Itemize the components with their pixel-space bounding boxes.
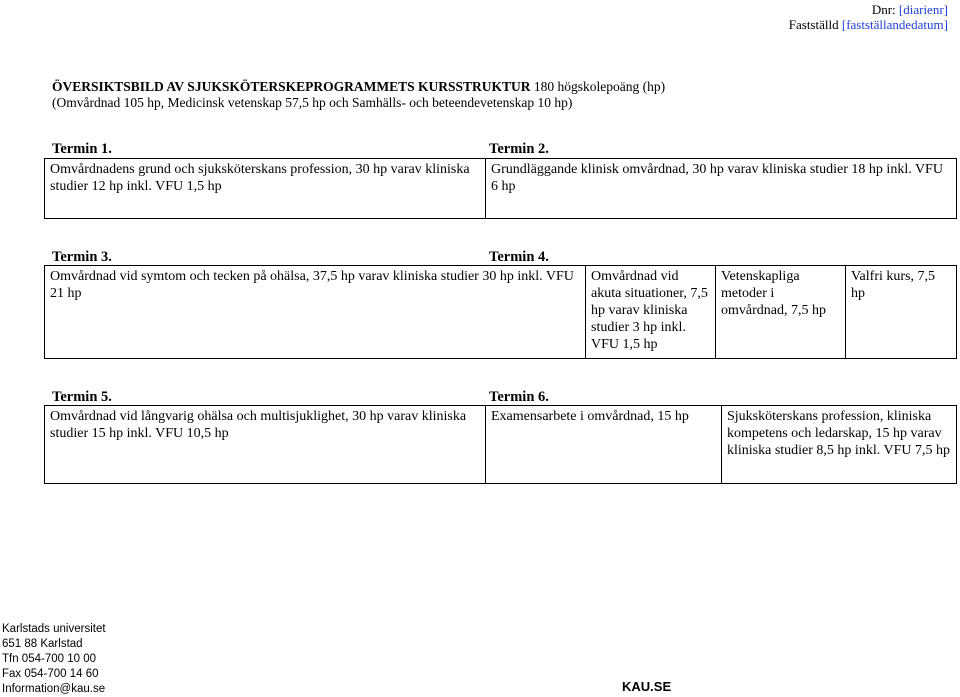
row-terms-5-6 <box>44 405 957 484</box>
footer-email: Information@kau.se <box>2 683 106 695</box>
footer-line: Fax 054-700 14 60 <box>2 668 99 680</box>
course-term-6-profession: Sjuksköterskans profession, kliniska kompetens och ledarskap, 15 hp varav kliniska studier 8,5 hp inkl. VFU 7,5 hp <box>721 406 956 483</box>
course-term-4-acute: Omvårdnad vid akuta situationer, 7,5 hp varav kliniska studier 3 hp inkl. VFU 1,5 hp <box>585 266 715 358</box>
row-terms-1-2 <box>44 158 957 219</box>
overview-subtitle: (Omvårdnad 105 hp, Medicinsk vetenskap 57,5 hp och Samhälls- och beteendevetenskap 10 hp) <box>52 95 573 110</box>
footer-address <box>2 622 106 697</box>
term-1-label: Termin 1. <box>52 141 112 157</box>
dnr-label: Dnr: <box>871 2 899 17</box>
established-label: Fastställd <box>788 17 842 32</box>
course-term-1: Omvårdnadens grund och sjuksköterskans profession, 30 hp varav kliniska studier 12 hp inkl. VFU 1,5 hp <box>50 162 470 194</box>
course-term-4-elective: Valfri kurs, 7,5 hp <box>845 266 956 358</box>
term-5-label: Termin 5. <box>52 389 112 405</box>
term-2-label: Termin 2. <box>489 141 549 157</box>
footer-website: KAU.SE <box>622 679 672 694</box>
term-4-label: Termin 4. <box>489 249 549 265</box>
overview-title <box>52 79 665 95</box>
overview-title-bold: ÖVERSIKTSBILD AV SJUKSKÖTERSKEPROGRAMMETS KURSSTRUKTUR <box>52 79 531 94</box>
footer-line: Tfn 054-700 10 00 <box>2 653 96 665</box>
dnr-line <box>872 2 948 18</box>
course-term-3: Omvårdnad vid symtom och tecken på ohälsa, 37,5 hp varav kliniska studier 30 hp inkl. VFU 21 hp <box>50 269 574 301</box>
course-term-4-methods: Vetenskapliga metoder i omvårdnad, 7,5 hp <box>715 266 845 358</box>
overview-title-rest: 180 högskolepoäng (hp) <box>530 79 666 94</box>
row-terms-3-4 <box>44 265 957 359</box>
course-term-5: Omvårdnad vid långvarig ohälsa och multisjuklighet, 30 hp varav kliniska studier 15 hp inkl. VFU 10,5 hp <box>50 409 467 441</box>
footer-line: 651 88 Karlstad <box>2 638 83 650</box>
term-3-label: Termin 3. <box>52 249 112 265</box>
course-term-6-thesis: Examensarbete i omvårdnad, 15 hp <box>485 406 721 483</box>
established-line <box>789 17 948 33</box>
course-term-2: Grundläggande klinisk omvårdnad, 30 hp varav kliniska studier 18 hp inkl. VFU 6 hp <box>485 159 956 218</box>
footer-line: Karlstads universitet <box>2 623 106 635</box>
dnr-placeholder: [diarienr] <box>898 2 948 17</box>
established-placeholder: [fastställandedatum] <box>841 17 948 32</box>
term-6-label: Termin 6. <box>489 389 549 405</box>
